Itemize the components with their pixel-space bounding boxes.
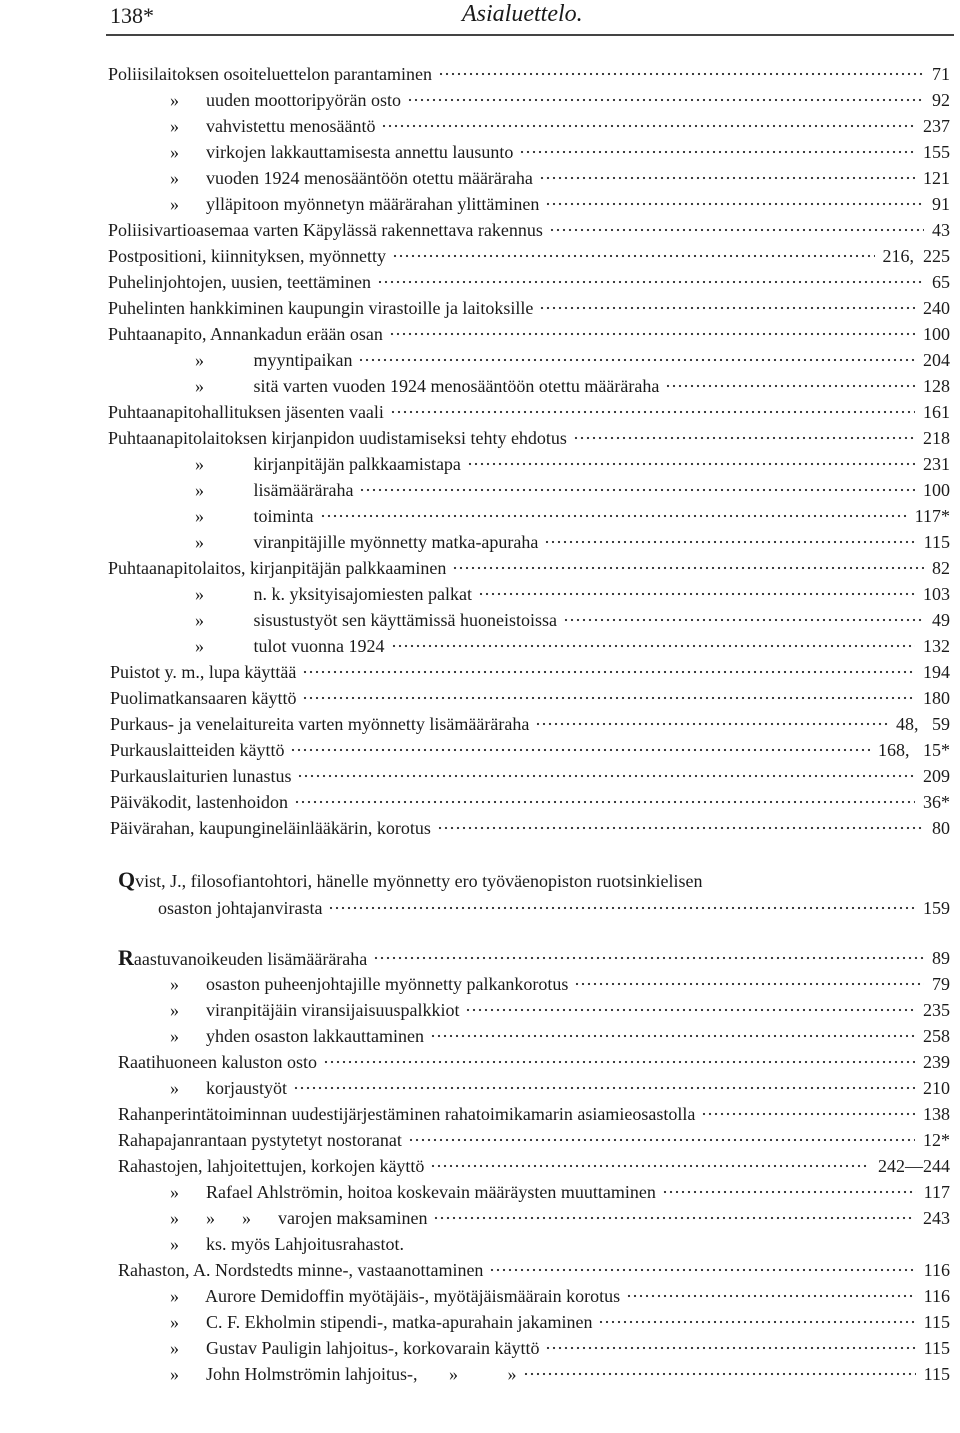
dot-leader	[545, 1341, 915, 1355]
dot-leader	[701, 1107, 915, 1121]
entry-text: Puhelinten hankkiminen kaupungin virastoille ja laitoksille	[108, 298, 534, 318]
page-reference: 115	[923, 1338, 950, 1358]
index-entry	[0, 192, 960, 216]
dot-leader	[626, 1289, 916, 1303]
index-entry	[0, 1362, 960, 1386]
entry-text: » sisustustyöt sen käyttämissä huoneistoissa	[195, 610, 557, 630]
dot-leader	[662, 1185, 916, 1199]
index-entry	[0, 660, 960, 684]
page-reference: 48, 59	[896, 714, 950, 734]
entry-text: » lisämääräraha	[195, 480, 354, 500]
entry-text: » n. k. yksityisajomiesten palkat	[195, 584, 472, 604]
page-reference: 71	[932, 64, 950, 84]
index-entry	[0, 1206, 960, 1230]
dot-leader	[302, 691, 915, 705]
page-reference: 117*	[914, 506, 950, 526]
page-reference: 128	[923, 376, 950, 396]
entry-text: Purkaus- ja venelaitureita varten myönnetty lisämääräraha	[110, 714, 530, 734]
page-reference: 138	[923, 1104, 950, 1124]
page-reference: 92	[932, 90, 950, 110]
page-reference: 161	[923, 402, 950, 422]
page-reference: 218	[923, 428, 950, 448]
dot-leader	[539, 301, 915, 315]
entry-text: Puhtaanapitohallituksen jäsenten vaali	[108, 402, 384, 422]
dot-leader	[408, 1133, 915, 1147]
page-reference: 115	[923, 1312, 950, 1332]
index-entry	[0, 1154, 960, 1178]
dot-leader	[539, 171, 915, 185]
page-reference: 49	[932, 610, 950, 630]
index-entry	[0, 608, 960, 632]
entry-text: Poliisilaitoksen osoiteluettelon parantaminen	[108, 64, 432, 84]
running-title: Asialuettelo.	[462, 1, 583, 27]
index-entry	[0, 88, 960, 112]
dot-leader	[467, 457, 915, 471]
index-entry	[0, 62, 960, 86]
index-entry	[0, 1310, 960, 1334]
page-reference: 132	[923, 636, 950, 656]
page-reference: 115	[923, 532, 950, 552]
entry-text: Purkauslaitteiden käyttö	[110, 740, 285, 760]
index-entry	[0, 946, 960, 970]
page-reference: 180	[923, 688, 950, 708]
dot-leader	[381, 119, 915, 133]
index-entry	[0, 1128, 960, 1152]
page-reference: 36*	[923, 792, 950, 812]
page-reference: 89	[932, 948, 950, 968]
page-reference: 121	[923, 168, 950, 188]
index-entry	[0, 244, 960, 268]
dot-leader	[523, 1367, 916, 1381]
dot-leader	[438, 67, 924, 81]
dot-leader	[389, 327, 915, 341]
page-number: 138*	[110, 3, 154, 28]
index-entry	[0, 504, 960, 528]
dot-leader	[359, 483, 915, 497]
index-entry	[0, 896, 960, 920]
index-entry	[0, 764, 960, 788]
entry-text: » kirjanpitäjän palkkaamistapa	[195, 454, 461, 474]
entry-text: » korjaustyöt	[170, 1078, 287, 1098]
entry-text: » viranpitäjäin viransijaisuuspalkkiot	[170, 1000, 460, 1020]
index-entry	[0, 712, 960, 736]
index-entry	[0, 348, 960, 372]
page-reference: 80	[932, 818, 950, 838]
dot-leader	[407, 93, 924, 107]
dot-leader	[294, 795, 915, 809]
page-reference: 79	[932, 974, 950, 994]
page-reference: 116	[923, 1286, 950, 1306]
entry-text: Rahapajanrantaan pystytetyt nostoranat	[118, 1130, 402, 1150]
index-entry	[0, 530, 960, 554]
entry-text: Puhtaanapitolaitoksen kirjanpidon uudistamiseksi tehty ehdotus	[108, 428, 567, 448]
dot-leader	[478, 587, 915, 601]
page-reference: 116	[923, 1260, 950, 1280]
entry-text: » Rafael Ahlströmin, hoitoa koskevain määräysten muuttaminen	[170, 1182, 656, 1202]
page-reference: 239	[923, 1052, 950, 1072]
dot-leader	[519, 145, 915, 159]
index-entry	[0, 868, 960, 892]
dot-leader	[377, 275, 924, 289]
dot-leader	[437, 821, 924, 835]
dot-leader	[290, 743, 870, 757]
index-entry	[0, 1232, 960, 1256]
index-entry	[0, 1024, 960, 1048]
dot-leader	[391, 639, 916, 653]
dot-leader	[574, 977, 924, 991]
dot-leader	[390, 405, 915, 419]
page-reference: 216, 225	[882, 246, 950, 266]
dot-leader	[489, 1263, 915, 1277]
dot-leader	[535, 717, 888, 731]
page-reference: 155	[923, 142, 950, 162]
page-reference: 235	[923, 1000, 950, 1020]
page-reference: 242—244	[878, 1156, 950, 1176]
dot-leader	[598, 1315, 915, 1329]
page-reference: 258	[923, 1026, 950, 1046]
dot-leader	[293, 1081, 915, 1095]
index-entry	[0, 738, 960, 762]
entry-text: » osaston puheenjohtajille myönnetty palkankorotus	[170, 974, 569, 994]
dot-leader	[544, 535, 915, 549]
dot-leader	[545, 197, 924, 211]
index-entry	[0, 452, 960, 476]
entry-text: » myyntipaikan	[195, 350, 353, 370]
dot-leader	[297, 769, 915, 783]
page-reference: 243	[923, 1208, 950, 1228]
page-reference: 91	[932, 194, 950, 214]
dot-leader	[323, 1055, 915, 1069]
page-reference: 65	[932, 272, 950, 292]
dot-leader	[430, 1029, 915, 1043]
entry-text: Päivärahan, kaupungineläinlääkärin, korotus	[110, 818, 431, 838]
entry-text: » Gustav Pauligin lahjoitus-, korkovarain käyttö	[170, 1338, 540, 1358]
page-reference: 194	[923, 662, 950, 682]
dot-leader	[452, 561, 924, 575]
entry-text: Puhelinjohtojen, uusien, teettäminen	[108, 272, 371, 292]
entry-text: » C. F. Ekholmin stipendi-, matka-apurahain jakaminen	[170, 1312, 593, 1332]
dot-leader	[358, 353, 915, 367]
entry-text: » uuden moottoripyörän osto	[170, 90, 401, 110]
dot-leader	[320, 509, 907, 523]
entry-text: Rahaston, A. Nordstedts minne-, vastaanottaminen	[118, 1260, 484, 1280]
entry-text: » virkojen lakkauttamisesta annettu lausunto	[170, 142, 514, 162]
entry-text: Puolimatkansaaren käyttö	[110, 688, 297, 708]
dot-leader	[430, 1159, 870, 1173]
page-reference: 159	[923, 898, 950, 918]
entry-text: Postpositioni, kiinnityksen, myönnetty	[108, 246, 387, 266]
index-entry	[0, 296, 960, 320]
entry-text: » John Holmströmin lahjoitus-, » »	[170, 1364, 517, 1384]
index-entry	[0, 972, 960, 996]
entry-text: Puhtaanapito, Annankadun erään osan	[108, 324, 383, 344]
index-entry	[0, 634, 960, 658]
entry-text: Poliisivartioasemaa varten Käpylässä rakennettava rakennus	[108, 220, 543, 240]
entry-text: Puhtaanapitolaitos, kirjanpitäjän palkkaaminen	[108, 558, 447, 578]
index-entry	[0, 426, 960, 450]
entry-text: » toiminta	[195, 506, 314, 526]
page-reference: 231	[923, 454, 950, 474]
entry-text: Rahastojen, lahjoitettujen, korkojen käyttö	[118, 1156, 425, 1176]
index-entry	[0, 166, 960, 190]
page-reference: 103	[923, 584, 950, 604]
page-reference: 204	[923, 350, 950, 370]
page-reference: 82	[932, 558, 950, 578]
index-entry	[0, 322, 960, 346]
index-entry	[0, 790, 960, 814]
entry-text: » » » varojen maksaminen	[170, 1208, 428, 1228]
dot-leader	[373, 951, 924, 965]
index-entry	[0, 816, 960, 840]
dot-leader	[465, 1003, 915, 1017]
entry-text: » sitä varten vuoden 1924 menosääntöön otettu määräraha	[195, 376, 660, 396]
entry-text: » viranpitäjille myönnetty matka-apuraha	[195, 532, 539, 552]
page-reference: 12*	[923, 1130, 950, 1150]
index-entry	[0, 478, 960, 502]
dot-leader	[302, 665, 915, 679]
index-entry	[0, 400, 960, 424]
entry-text: Raatihuoneen kaluston osto	[118, 1052, 317, 1072]
page-reference: 209	[923, 766, 950, 786]
index-entry	[0, 114, 960, 138]
page-reference: 43	[932, 220, 950, 240]
index-entry	[0, 140, 960, 164]
entry-text: Päiväkodit, lastenhoidon	[110, 792, 288, 812]
entry-text: Qvist, J., filosofiantohtori, hänelle myönnetty ero työväenopiston ruotsinkielisen	[118, 867, 703, 892]
entry-text: Rahanperintätoiminnan uudestijärjestäminen rahatoimikamarin asiamieosastolla	[118, 1104, 696, 1124]
index-entry	[0, 270, 960, 294]
entry-text: Raastuvanoikeuden lisämääräraha	[118, 945, 368, 970]
entry-text: Purkauslaiturien lunastus	[110, 766, 292, 786]
index-entry	[0, 374, 960, 398]
index-entry	[0, 1258, 960, 1282]
entry-text: » ks. myös Lahjoitusrahastot.	[170, 1234, 404, 1254]
index-entry	[0, 1180, 960, 1204]
dot-leader	[549, 223, 924, 237]
dot-leader	[433, 1211, 915, 1225]
index-entry	[0, 686, 960, 710]
dot-leader	[665, 379, 915, 393]
entry-text: » yhden osaston lakkauttaminen	[170, 1026, 424, 1046]
page-reference: 168, 15*	[878, 740, 950, 760]
index-entry	[0, 1076, 960, 1100]
index-entry	[0, 1336, 960, 1360]
entry-text: » vuoden 1924 menosääntöön otettu määräraha	[170, 168, 533, 188]
page-reference: 100	[923, 480, 950, 500]
page-reference: 117	[923, 1182, 950, 1202]
dot-leader	[392, 249, 874, 263]
page-reference: 237	[923, 116, 950, 136]
index-entry	[0, 556, 960, 580]
page-reference: 240	[923, 298, 950, 318]
index-entry	[0, 1284, 960, 1308]
index-entry	[0, 1050, 960, 1074]
index-entry	[0, 1102, 960, 1126]
entry-text: osaston johtajanvirasta	[158, 898, 323, 918]
page-reference: 115	[923, 1364, 950, 1384]
index-entry	[0, 582, 960, 606]
entry-text: » Aurore Demidoffin myötäjäis-, myötäjäismäärain korotus	[170, 1286, 621, 1306]
dot-leader	[573, 431, 915, 445]
entry-text: Puistot y. m., lupa käyttää	[110, 662, 297, 682]
entry-text: » ylläpitoon myönnetyn määrärahan ylittäminen	[170, 194, 540, 214]
entry-text: » vahvistettu menosääntö	[170, 116, 376, 136]
entry-text: » tulot vuonna 1924	[195, 636, 385, 656]
index-entry	[0, 218, 960, 242]
index-entry	[0, 998, 960, 1022]
dot-leader	[328, 901, 915, 915]
page-reference: 100	[923, 324, 950, 344]
dot-leader	[563, 613, 924, 627]
page-reference: 210	[923, 1078, 950, 1098]
